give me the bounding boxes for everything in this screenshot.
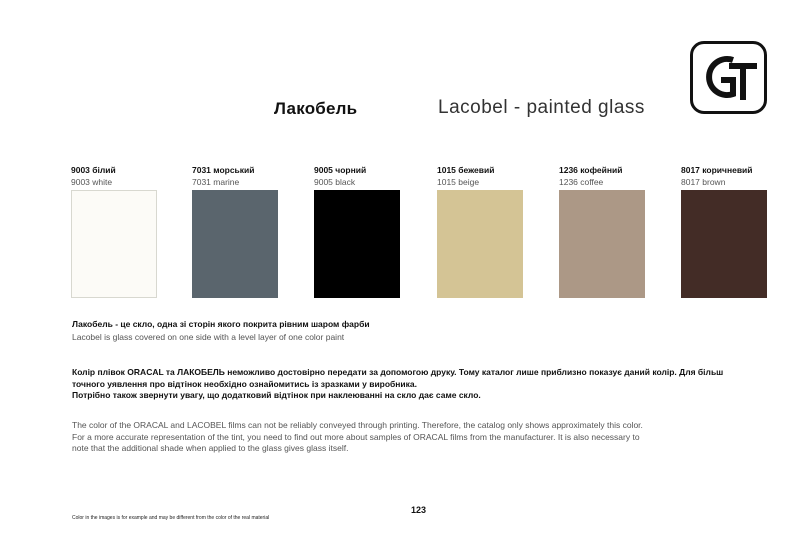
swatch-name-en: 1015 beige xyxy=(437,177,480,187)
swatch-label xyxy=(192,164,282,188)
swatch-label xyxy=(559,164,649,188)
notice-en-line: note that the additional shade when applied to the glass gives glass itself. xyxy=(72,443,349,453)
notice-en-line: The color of the ORACAL and LACOBEL films can not be reliably conveyed through printing. Therefore, the catalog only shows approximately this color. xyxy=(72,420,643,430)
page-number: 123 xyxy=(411,505,427,515)
notice-en-line: For a more accurate representation of the tint, you need to find out more about samples of ORACAL films from the manufacturer. It is also necessary to xyxy=(72,431,640,442)
brand-logo xyxy=(690,41,767,114)
swatch-name-uk: 9003 білий xyxy=(71,165,116,175)
swatch-label xyxy=(437,164,527,188)
page-title-en: Lacobel - painted glass xyxy=(438,97,645,118)
page-title-uk: Лакобель xyxy=(274,99,358,118)
color-notice-uk xyxy=(72,367,762,402)
swatch-name-en: 1236 coffee xyxy=(559,177,604,187)
color-chip xyxy=(681,190,767,298)
swatch-name-uk: 8017 коричневий xyxy=(681,165,753,175)
swatch-name-en: 8017 brown xyxy=(681,177,726,187)
description-en: Lacobel is glass covered on one side with a level layer of one color paint xyxy=(72,332,345,342)
swatch-name-uk: 7031 морський xyxy=(192,165,255,175)
notice-uk-line: Потрібно також звернути увагу, що додатковий відтінок при наклеюванні на скло дає саме скло. xyxy=(72,390,481,400)
swatch-name-en: 9005 black xyxy=(314,177,356,187)
swatch-label xyxy=(681,164,771,188)
footnote: Color in the images is for example and may be different from the color of the real material xyxy=(72,515,270,521)
description-uk: Лакобель - це скло, одна зі сторін якого покрита рівним шаром фарби xyxy=(72,319,370,329)
notice-uk-line: Колір плівок ORACAL та ЛАКОБЕЛЬ неможливо достовірно передати за допомогою друку. Тому каталог лише приблизно показує даний колір. Для більш xyxy=(72,367,724,377)
swatch-label xyxy=(71,164,161,188)
swatch-name-uk: 1015 бежевий xyxy=(437,165,495,175)
color-chip xyxy=(71,190,157,298)
color-chip xyxy=(437,190,523,298)
color-chip xyxy=(192,190,278,298)
color-chip xyxy=(314,190,400,298)
swatch-name-uk: 9005 чорний xyxy=(314,165,367,175)
swatch-name-uk: 1236 кофейний xyxy=(559,165,623,175)
notice-uk-line: точного уявлення про відтінок необхідно ознайомитись із зразками у виробника. xyxy=(72,378,418,389)
swatch-name-en: 9003 white xyxy=(71,177,113,187)
swatch-label xyxy=(314,164,404,188)
color-notice-en xyxy=(72,420,772,455)
color-chip xyxy=(559,190,645,298)
swatch-name-en: 7031 marine xyxy=(192,177,240,187)
